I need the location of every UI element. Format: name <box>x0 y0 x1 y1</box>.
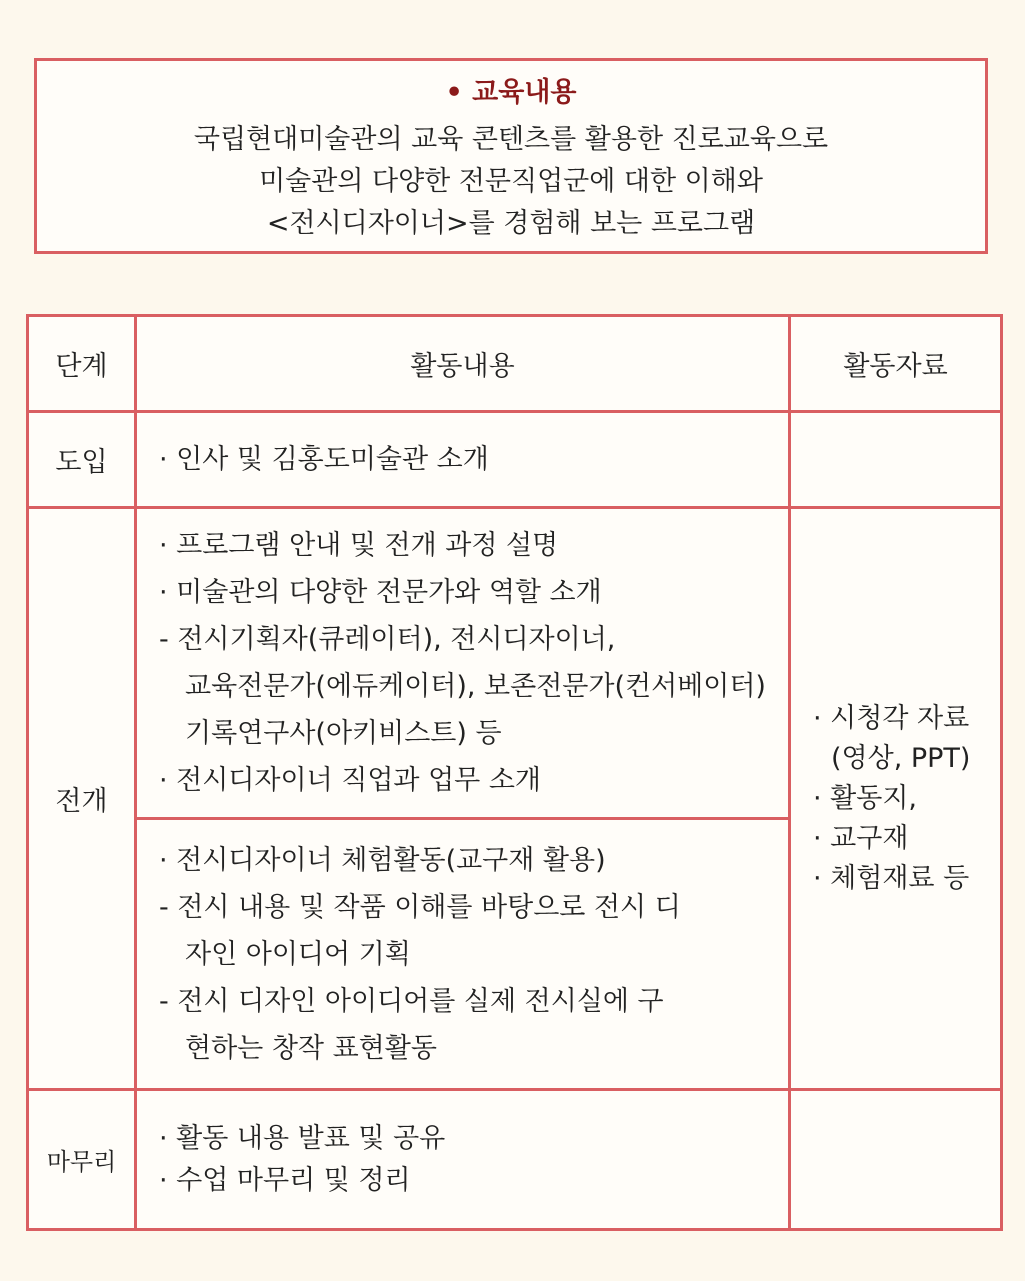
materials-line: · 교구재 <box>813 822 909 854</box>
materials-line: · 체험재료 등 <box>813 862 970 894</box>
activity-development-1 <box>136 508 790 819</box>
header-activity: 활동내용 <box>136 316 790 412</box>
activity-line: · 전시디자이너 체험활동(교구재 활용) <box>159 844 606 876</box>
activity-plan-table <box>26 314 1003 1231</box>
table-row-development <box>28 508 1002 819</box>
materials-intro <box>790 412 1002 508</box>
stage-development: 전개 <box>28 508 136 1090</box>
materials-line: (영상, PPT) <box>831 742 971 774</box>
activity-development-2 <box>136 819 790 1090</box>
activity-line: - 전시 디자인 아이디어를 실제 전시실에 구 <box>159 985 664 1017</box>
stage-intro: 도입 <box>28 412 136 508</box>
activity-line: 자인 아이디어 기획 <box>185 938 411 970</box>
activity-intro <box>136 412 790 508</box>
activity-line: · 수업 마무리 및 정리 <box>159 1164 411 1196</box>
description-line: 국립현대미술관의 교육 콘텐츠를 활용한 진로교육으로 <box>193 124 829 155</box>
education-content-box <box>34 58 988 254</box>
stage-closing: 마무리 <box>28 1090 136 1230</box>
activity-line: 기록연구사(아키비스트) 등 <box>185 718 502 749</box>
description-line: 미술관의 다양한 전문직업군에 대한 이해와 <box>259 166 763 197</box>
table-row-intro <box>28 412 1002 508</box>
activity-line: · 전시디자이너 직업과 업무 소개 <box>159 765 541 796</box>
materials-line: · 시청각 자료 <box>813 702 970 734</box>
materials-line: · 활동지, <box>813 782 917 814</box>
activity-line: 현하는 창작 표현활동 <box>185 1032 437 1064</box>
activity-line: 교육전문가(에듀케이터), 보존전문가(컨서베이터) <box>185 671 766 702</box>
header-stage: 단계 <box>28 316 136 412</box>
materials-closing <box>790 1090 1002 1230</box>
materials-development <box>790 508 1002 1090</box>
header-materials: 활동자료 <box>790 316 1002 412</box>
activity-line: · 활동 내용 발표 및 공유 <box>159 1122 446 1154</box>
education-content-description <box>37 119 985 245</box>
activity-line: · 프로그램 안내 및 전개 과정 설명 <box>159 530 559 561</box>
activity-line: - 전시기획자(큐레이터), 전시디자이너, <box>159 624 616 655</box>
table-header-row <box>28 316 1002 412</box>
description-line: <전시디자이너>를 경험해 보는 프로그램 <box>266 208 756 239</box>
table-row-closing <box>28 1090 1002 1230</box>
activity-line: - 전시 내용 및 작품 이해를 바탕으로 전시 디 <box>159 891 681 923</box>
education-content-title: • 교육내용 <box>445 77 577 108</box>
activity-closing <box>136 1090 790 1230</box>
activity-line: · 인사 및 김홍도미술관 소개 <box>159 443 489 475</box>
activity-line: · 미술관의 다양한 전문가와 역할 소개 <box>159 577 602 608</box>
